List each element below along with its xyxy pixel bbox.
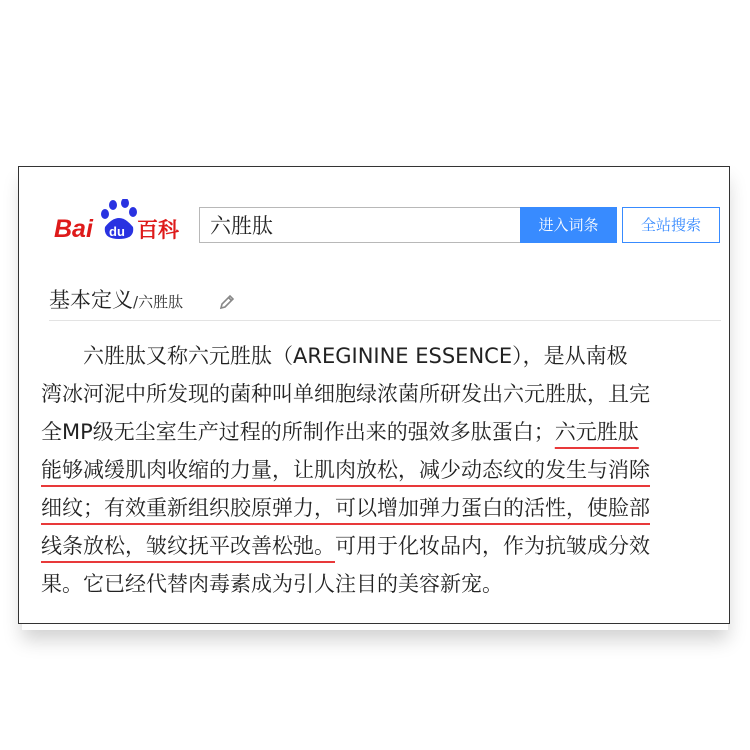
highlighted-text: 能够减缓肌肉收缩的力量，让肌肉放松，减少动态纹的发生与消除 — [41, 458, 650, 482]
highlighted-text: 细纹；有效重新组织胶原弹力，可以增加弹力蛋白的活性，使脸部 — [41, 496, 650, 520]
edit-pencil-icon[interactable] — [217, 292, 237, 312]
baidu-paw-icon — [53, 199, 183, 243]
paragraph-line — [41, 451, 721, 489]
enter-entry-button[interactable]: 进入词条 — [520, 207, 617, 243]
highlighted-text: 六元胜肽 — [554, 420, 639, 444]
paragraph-line: 果。它已经代替肉毒素成为引人注目的美容新宠。 — [41, 572, 503, 596]
section-title — [49, 284, 183, 314]
section-title-text: 基本定义 — [49, 288, 133, 312]
paragraph-line: 六胜肽又称六元胜肽（AREGININE ESSENCE），是从南极 — [41, 344, 628, 368]
baidu-baike-logo[interactable] — [53, 199, 183, 243]
logo-baike-text: 百科 — [137, 218, 179, 242]
search-input[interactable] — [199, 207, 520, 243]
logo-du-text: du — [109, 224, 125, 239]
site-search-button[interactable]: 全站搜索 — [622, 207, 720, 243]
definition-paragraph — [41, 337, 721, 603]
logo-bai-text: Bai — [54, 215, 93, 243]
paragraph-line: 全MP级无尘室生产过程的所制作出来的强效多肽蛋白；六元胜肽 — [41, 420, 639, 444]
paragraph-line — [41, 489, 721, 527]
paragraph-line: 湾冰河泥中所发现的菌种叫单细胞绿浓菌所研发出六元胜肽，且完 — [41, 382, 650, 406]
section-separator: / — [133, 293, 139, 311]
paragraph-line: 线条放松，皱纹抚平改善松弛。可用于化妆品内，作为抗皱成分效 — [41, 534, 650, 558]
section-subtitle: 六胜肽 — [138, 293, 184, 311]
baike-card — [18, 166, 730, 624]
highlighted-text: 线条放松，皱纹抚平改善松弛。 — [41, 534, 335, 558]
section-header — [49, 282, 721, 321]
